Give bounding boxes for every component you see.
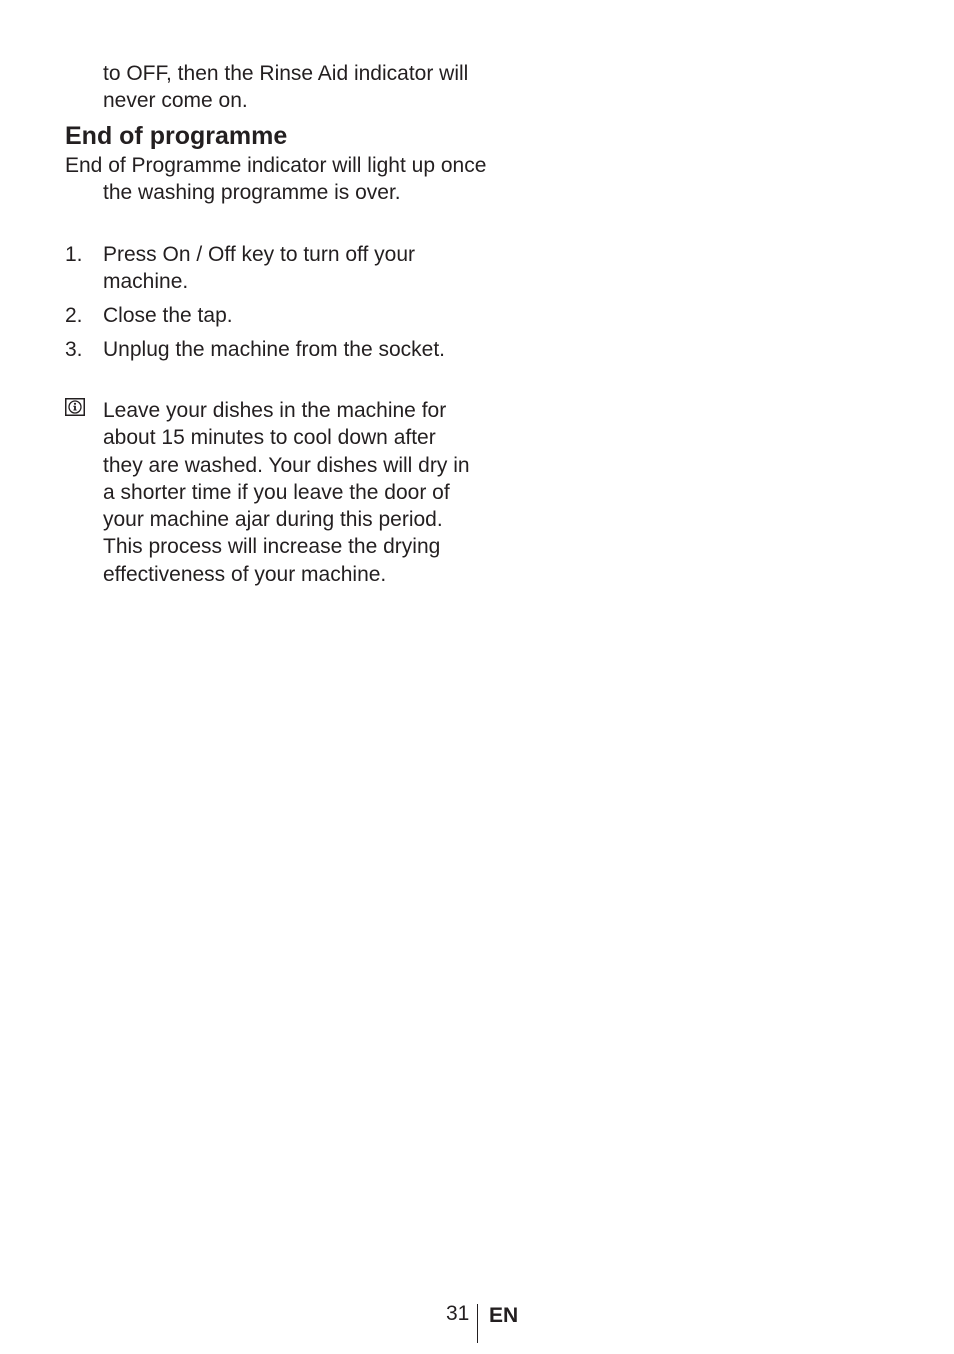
info-icon: [65, 398, 85, 416]
list-item: [65, 241, 485, 296]
section-heading: End of programme: [65, 122, 288, 150]
language-code: EN: [489, 1304, 519, 1327]
step-number: 2.: [65, 304, 83, 327]
continuation-text: to OFF, then the Rinse Aid indicator will never come on.: [103, 62, 469, 113]
step-number: 3.: [65, 338, 83, 361]
list-item: [65, 336, 485, 363]
info-note: [65, 397, 485, 588]
section-intro: End of Programme indicator will light up once the washing programme is over.: [65, 154, 487, 205]
page-number: 31: [446, 1302, 470, 1325]
list-item: [65, 302, 485, 329]
note-text: Leave your dishes in the machine for about 15 minutes to cool down after they are washed. Your dishes will dry in a shorter time if you leave the door of your machine ajar during this period. This process will increase the drying effectiveness of your machine.: [103, 399, 470, 586]
step-text: Press On / Off key to turn off your machine.: [103, 243, 416, 294]
step-text: Close the tap.: [103, 304, 233, 327]
step-number: 1.: [65, 243, 83, 266]
step-text: Unplug the machine from the socket.: [103, 338, 446, 361]
footer-divider: [477, 1304, 478, 1343]
